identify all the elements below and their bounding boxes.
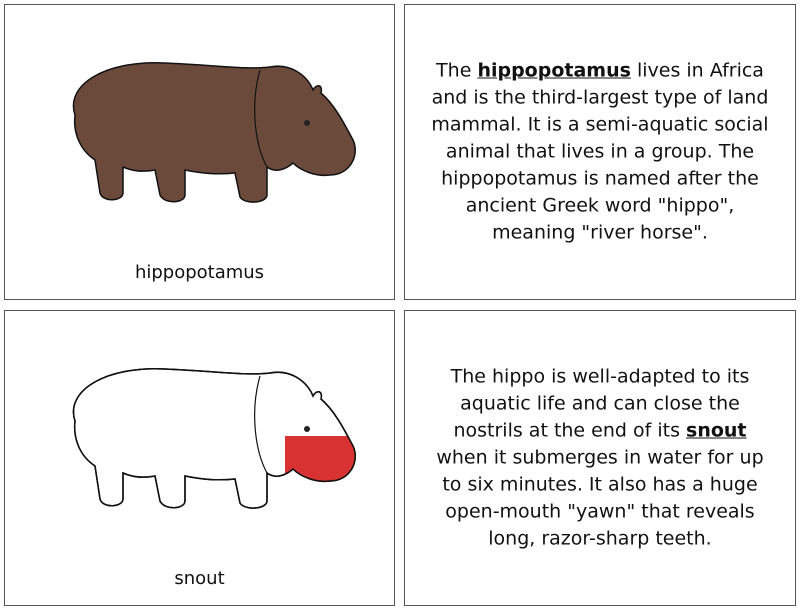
description-text: The hippo is well-adapted to its aquatic life and can close the nostrils at the end of its snout when it submerges in water for up to six minutes. It also has a huge open-mouth "yawn" that reveals long, razor-sharp teeth. [436,365,764,550]
keyword: snout [686,419,747,442]
card-label: hippopotamus [134,262,265,283]
card-snout-description [404,310,796,606]
keyword: hippopotamus [477,59,631,82]
hippo-snout-picture [45,351,365,521]
card-snout-picture [4,310,395,606]
card-label: snout [174,568,225,589]
description-text: The hippopotamus lives in Africa and is the third-largest type of land mammal. It is a semi-aquatic social animal that lives in a group. The hippopotamus is named after the ancient Greek word "hippo", meaning "river horse". [431,59,769,244]
card-hippopotamus-picture [4,4,395,300]
card-hippopotamus-description [404,4,796,300]
hippo-picture [45,45,365,215]
